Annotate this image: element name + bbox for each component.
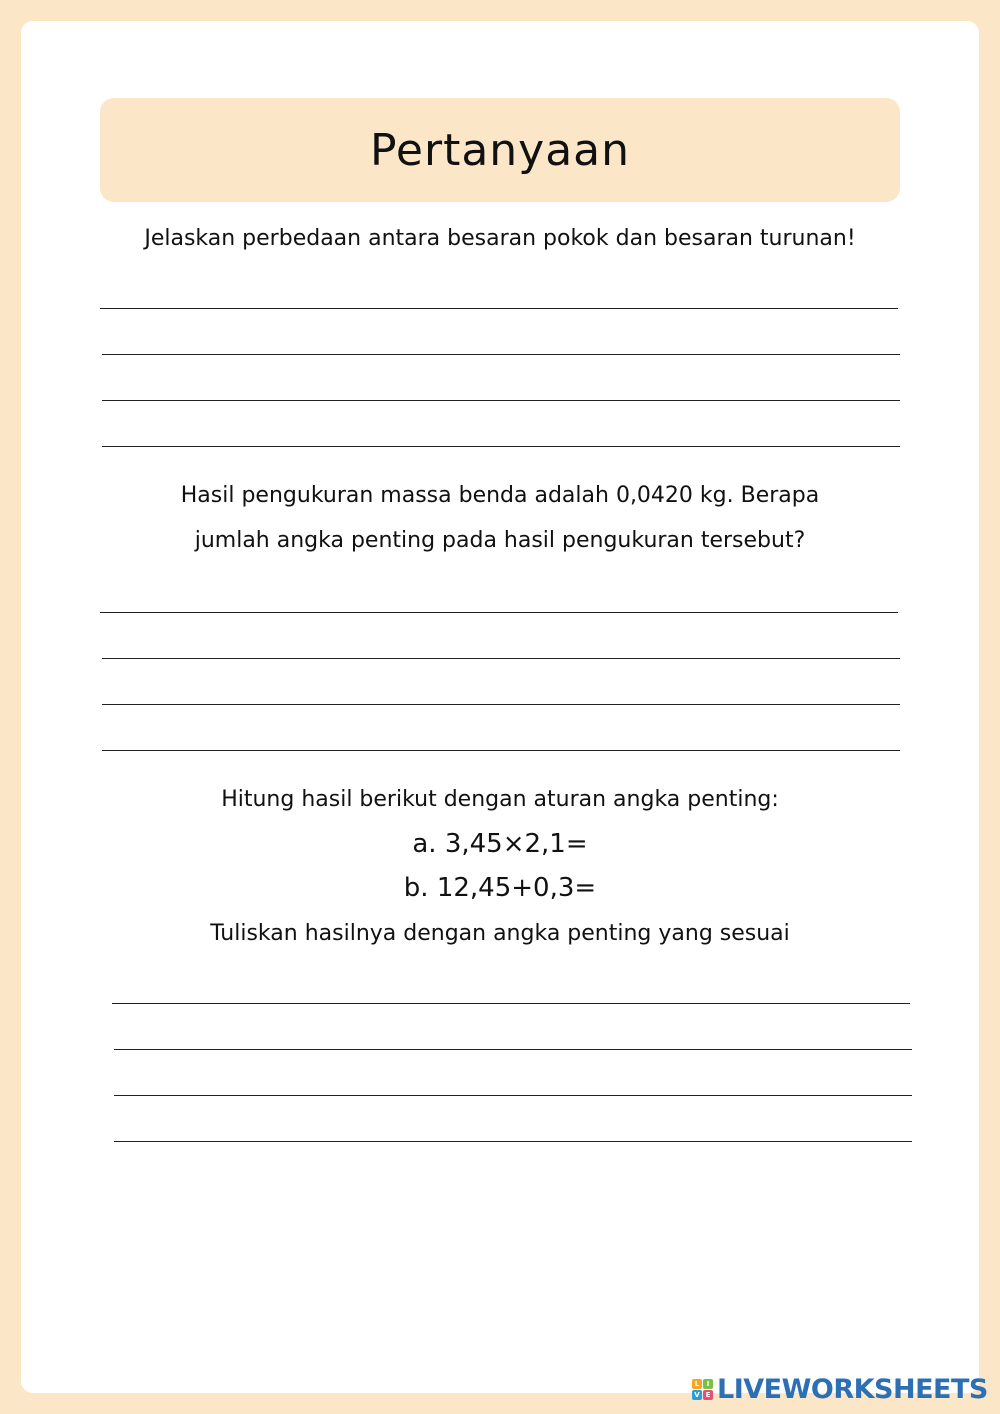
answer-line[interactable] bbox=[114, 1141, 912, 1142]
question-1 bbox=[60, 216, 940, 261]
answer-line[interactable] bbox=[102, 446, 900, 447]
answer-line[interactable] bbox=[102, 658, 900, 659]
answer-line[interactable] bbox=[100, 612, 898, 613]
answer-line[interactable] bbox=[114, 1095, 912, 1096]
answer-line[interactable] bbox=[102, 704, 900, 705]
question-3-item-a: a. 3,45×2,1= bbox=[412, 829, 588, 859]
liveworksheets-logo-icon bbox=[692, 1379, 713, 1400]
question-3 bbox=[60, 778, 940, 956]
page-title: Pertanyaan bbox=[369, 124, 631, 176]
question-2 bbox=[60, 473, 940, 563]
answer-line[interactable] bbox=[102, 354, 900, 355]
question-2-line-2: jumlah angka penting pada hasil pengukuran tersebut? bbox=[194, 528, 806, 553]
logo-tile: I bbox=[703, 1379, 713, 1389]
answer-line[interactable] bbox=[100, 308, 898, 309]
question-3-item-b: b. 12,45+0,3= bbox=[403, 873, 597, 903]
question-1-text: Jelaskan perbedaan antara besaran pokok dan besaran turunan! bbox=[144, 226, 856, 251]
question-2-line-1: Hasil pengukuran massa benda adalah 0,0420 kg. Berapa bbox=[180, 483, 820, 508]
logo-tile: V bbox=[692, 1390, 702, 1400]
liveworksheets-logo bbox=[692, 1374, 988, 1405]
answer-line[interactable] bbox=[102, 750, 900, 751]
logo-text: LIVEWORKSHEETS bbox=[717, 1374, 988, 1405]
logo-tile: E bbox=[703, 1390, 713, 1400]
logo-tile: L bbox=[692, 1379, 702, 1389]
question-3-intro: Hitung hasil berikut dengan aturan angka penting: bbox=[221, 787, 779, 812]
answer-line[interactable] bbox=[114, 1049, 912, 1050]
question-3-outro: Tuliskan hasilnya dengan angka penting yang sesuai bbox=[210, 921, 790, 946]
answer-line[interactable] bbox=[102, 400, 900, 401]
answer-line[interactable] bbox=[112, 1003, 910, 1004]
title-banner bbox=[100, 98, 900, 202]
